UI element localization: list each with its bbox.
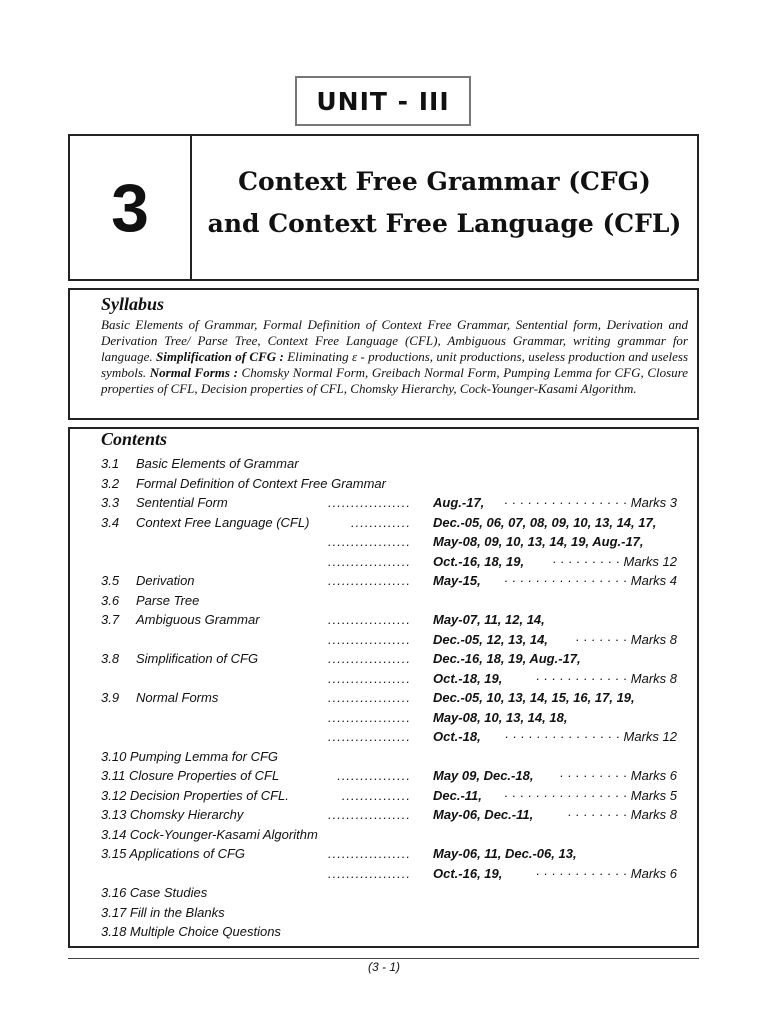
contents-row-leader: .................. (327, 670, 411, 686)
contents-row (101, 474, 677, 494)
contents-row (101, 864, 677, 884)
contents-row-label: Normal Forms (136, 690, 219, 705)
contents-row-label: 3.18 Multiple Choice Questions (101, 924, 281, 939)
contents-row (101, 630, 677, 650)
contents-row (101, 649, 677, 669)
contents-row-dates: May-15, (433, 573, 481, 588)
contents-row-leader: .................. (327, 573, 411, 588)
contents-row-number: 3.1 (101, 456, 120, 471)
syllabus-part2: Eliminating ε - productions, unit productions, useless production and useless symbols. (101, 349, 689, 380)
contents-row (101, 786, 677, 806)
contents-row-leader: .................. (327, 865, 411, 881)
contents-row-marks: · · · · · · · · · · · · · · · · Marks 5 (503, 787, 677, 803)
contents-row-dates: Dec.-05, 06, 07, 08, 09, 10, 13, 14, 17, (433, 514, 657, 530)
contents-row-number: 3.8 (101, 651, 120, 666)
contents-row-marks: · · · · · · · · · · · · Marks 8 (535, 670, 677, 686)
contents-row-label: Basic Elements of Grammar (136, 456, 299, 471)
page-number: (3 - 1) (367, 960, 400, 974)
contents-section (68, 427, 699, 948)
contents-row-leader: .................. (327, 495, 411, 510)
contents-row-marks: · · · · · · · · · · · · · · · · Marks 3 (503, 495, 677, 510)
contents-row-number: 3.9 (101, 690, 120, 705)
contents-row (101, 610, 677, 630)
contents-row (101, 727, 677, 747)
footer-divider (68, 958, 699, 959)
unit-title: UNIT - III (295, 76, 471, 126)
contents-row (101, 922, 677, 942)
contents-row-label: 3.12 Decision Properties of CFL. (101, 787, 289, 803)
contents-row-number: 3.5 (101, 573, 120, 588)
contents-row (101, 903, 677, 923)
contents-row-leader: .................. (327, 846, 411, 861)
contents-row-label: 3.16 Case Studies (101, 885, 208, 900)
contents-row-label: Parse Tree (136, 592, 200, 608)
contents-row (101, 747, 677, 767)
contents-row (101, 513, 677, 533)
syllabus-bold1: Simplification of CFG : (156, 349, 284, 364)
contents-list (101, 454, 677, 942)
contents-row-label: Formal Definition of Context Free Grammar (136, 475, 386, 491)
contents-row-dates: May-06, 11, Dec.-06, 13, (433, 846, 577, 861)
contents-row-leader: .................. (327, 534, 411, 549)
contents-row (101, 591, 677, 611)
chapter-number: 3 (70, 136, 192, 279)
contents-row-marks: · · · · · · · · · · · · Marks 6 (535, 865, 677, 881)
contents-row-dates: May-07, 11, 12, 14, (433, 612, 545, 627)
contents-row-leader: .................. (327, 651, 411, 666)
contents-row-label: 3.14 Cock-Younger-Kasami Algorithm (101, 826, 318, 842)
contents-row (101, 844, 677, 864)
contents-row-dates: May 09, Dec.-18, (433, 768, 534, 783)
contents-row-dates: Dec.-16, 18, 19, Aug.-17, (433, 651, 581, 666)
contents-row-label: Context Free Language (CFL) (136, 514, 310, 530)
chapter-title-line1: Context Free Grammar (CFG) (238, 166, 651, 196)
contents-row (101, 825, 677, 845)
contents-row-number: 3.3 (101, 495, 120, 510)
contents-row (101, 883, 677, 903)
contents-row (101, 805, 677, 825)
contents-row-label: 3.15 Applications of CFG (101, 846, 246, 861)
contents-row-number: 3.7 (101, 612, 120, 627)
contents-row-label: 3.17 Fill in the Blanks (101, 904, 225, 920)
contents-row-dates: May-06, Dec.-11, (433, 807, 534, 822)
syllabus-heading: Syllabus (101, 294, 165, 314)
contents-row-dates: May-08, 10, 13, 14, 18, (433, 709, 568, 725)
contents-row-dates: May-08, 09, 10, 13, 14, 19, Aug.-17, (433, 534, 644, 549)
contents-row-dates: Dec.-11, (433, 787, 482, 803)
contents-row-dates: Oct.-18, (433, 729, 481, 744)
contents-row-dates: Dec.-05, 12, 13, 14, (433, 631, 548, 647)
contents-row (101, 688, 677, 708)
contents-row (101, 532, 677, 552)
contents-row-marks: · · · · · · · · · · · · · · · · Marks 4 (503, 573, 677, 588)
contents-row (101, 571, 677, 591)
contents-row-label: Ambiguous Grammar (136, 612, 260, 627)
contents-row (101, 552, 677, 572)
contents-row-leader: .................. (327, 709, 411, 725)
contents-row-number: 3.4 (101, 514, 120, 530)
contents-row-dates: Dec.-05, 10, 13, 14, 15, 16, 17, 19, (433, 690, 635, 705)
syllabus-part3: Chomsky Normal Form, Greibach Normal Form, Pumping Lemma for CFG, Closure properties of CFL, Decision properties of CFL, Chomsky Hierarchy, Cock-Younger-Kasami Algorithm. (101, 365, 689, 396)
contents-row-label: Derivation (136, 573, 195, 588)
contents-row-dates: Aug.-17, (433, 495, 485, 510)
syllabus-text (101, 317, 688, 397)
contents-heading: Contents (101, 429, 168, 449)
contents-row-leader: .................. (327, 631, 411, 647)
contents-row-marks: · · · · · · · · · Marks 12 (552, 553, 677, 569)
contents-row-number: 3.2 (101, 475, 120, 491)
chapter-title-line2: and Context Free Language (CFL) (207, 208, 682, 238)
contents-row-leader: ............. (351, 514, 411, 530)
contents-row-marks: · · · · · · · · · Marks 6 (559, 768, 677, 783)
contents-row-leader: .................. (327, 690, 411, 705)
contents-row-leader: .................. (327, 553, 411, 569)
contents-row (101, 766, 677, 786)
contents-row (101, 454, 677, 474)
contents-row-dates: Oct.-16, 18, 19, (433, 553, 525, 569)
syllabus-part1: Basic Elements of Grammar, Formal Definition of Context Free Grammar, Sentential form, Derivation and Derivation Tree/ Parse Tree, Context Free Language (CFL), Ambiguous Grammar, writing grammar for language. (101, 317, 688, 364)
contents-row-label: Sentential Form (136, 495, 228, 510)
contents-row-leader: ................ (337, 768, 411, 783)
contents-row-number: 3.6 (101, 592, 120, 608)
chapter-title (192, 136, 697, 279)
contents-row-label: Simplification of CFG (136, 651, 259, 666)
contents-row-marks: · · · · · · · Marks 8 (575, 631, 677, 647)
contents-row (101, 708, 677, 728)
contents-row-dates: Oct.-18, 19, (433, 670, 503, 686)
contents-row-marks: · · · · · · · · Marks 8 (567, 807, 677, 822)
contents-row-label: 3.10 Pumping Lemma for CFG (101, 748, 279, 764)
contents-row-label: 3.13 Chomsky Hierarchy (101, 807, 244, 822)
contents-row (101, 669, 677, 689)
contents-row-dates: Oct.-16, 19, (433, 865, 503, 881)
contents-row-leader: ............... (341, 787, 411, 803)
contents-row-marks: · · · · · · · · · · · · · · · Marks 12 (504, 729, 677, 744)
contents-row-leader: .................. (327, 807, 411, 822)
chapter-header (68, 134, 699, 281)
contents-row-leader: .................. (327, 729, 411, 744)
contents-row (101, 493, 677, 513)
syllabus-bold2: Normal Forms : (149, 365, 238, 380)
syllabus-section (68, 288, 699, 420)
contents-row-label: 3.11 Closure Properties of CFL (101, 768, 280, 783)
contents-row-leader: .................. (327, 612, 411, 627)
